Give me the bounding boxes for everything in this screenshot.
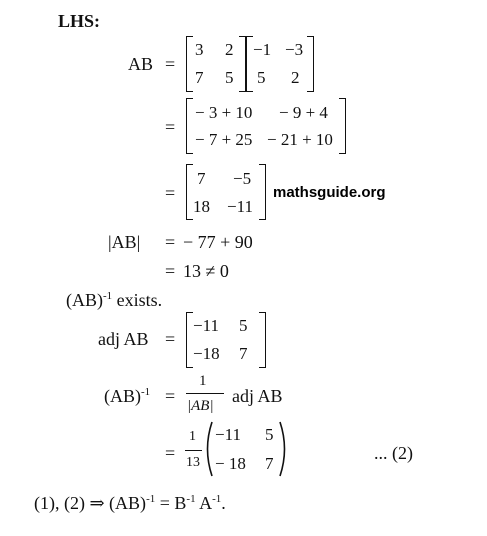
matrix-cell: −3 (285, 40, 304, 59)
matrix-cell: −11 (227, 197, 253, 216)
matrix-cell: 5 (225, 68, 234, 87)
matrix-cell: −18 (193, 344, 220, 363)
conclusion-sup: -1 (186, 493, 196, 505)
matrix-cell: 5 (257, 68, 266, 87)
ab-label: AB (128, 54, 154, 74)
conclusion-line (34, 494, 226, 512)
matrix-cell: 2 (291, 68, 300, 87)
fraction-numerator: 1 (189, 429, 196, 444)
det-label: |AB| (108, 232, 141, 252)
matrix-cell: 7 (265, 454, 274, 473)
matrix-cell: − 3 + 10 (195, 103, 253, 122)
lhs-heading: LHS: (58, 11, 101, 31)
matrix-cell: −11 (215, 425, 241, 444)
equals-sign: = (165, 54, 176, 74)
adj-text: adj AB (232, 386, 283, 406)
paren-matrix (203, 420, 289, 478)
matrix-B (246, 36, 314, 92)
equals-sign: = (165, 183, 176, 203)
conclusion-sup: -1 (212, 493, 222, 505)
matrix-cell: 5 (265, 425, 274, 444)
fraction-bar (186, 393, 224, 394)
inverse-label (104, 387, 150, 405)
matrix-cell: 2 (225, 40, 234, 59)
inverse-base: (AB) (104, 386, 141, 406)
exists-sup: -1 (103, 290, 113, 302)
matrix-cell: − 21 + 10 (267, 130, 333, 149)
det-value: 13 ≠ 0 (183, 261, 229, 281)
exists-tail: exists. (112, 290, 163, 310)
matrix-product-expression (186, 98, 346, 154)
conclusion-sup: -1 (146, 493, 156, 505)
matrix-cell: −11 (193, 316, 219, 335)
watermark-text: mathsguide.org (273, 184, 386, 201)
equals-sign: = (165, 117, 176, 137)
conclusion-part: A (195, 493, 213, 513)
conclusion-part: = B (155, 493, 187, 513)
matrix-cell: − 18 (215, 454, 246, 473)
equation-reference: ... (2) (374, 443, 413, 463)
matrix-cell: 7 (197, 169, 206, 188)
matrix-cell: 18 (193, 197, 210, 216)
matrix-cell: − 9 + 4 (279, 103, 328, 122)
matrix-cell: −1 (253, 40, 272, 59)
matrix-cell: 7 (239, 344, 248, 363)
fraction-denominator: |AB| (187, 398, 214, 414)
det-expression: − 77 + 90 (183, 232, 253, 252)
equals-sign: = (165, 329, 176, 349)
inverse-sup: -1 (141, 386, 151, 398)
exists-base: (AB) (66, 290, 103, 310)
matrix-adjAB (186, 312, 266, 368)
fraction-denominator: 13 (186, 455, 200, 470)
equals-sign: = (165, 443, 176, 463)
matrix-A (186, 36, 246, 92)
fraction-bar (185, 450, 202, 451)
adj-label: adj AB (98, 329, 149, 349)
matrix-cell: 5 (239, 316, 248, 335)
matrix-cell: − 7 + 25 (195, 130, 253, 149)
matrix-cell: −5 (233, 169, 252, 188)
matrix-cell: 3 (195, 40, 204, 59)
equals-sign: = (165, 232, 176, 252)
conclusion-part: . (221, 493, 226, 513)
equals-sign: = (165, 386, 176, 406)
fraction-numerator: 1 (199, 373, 207, 389)
matrix-cell: 7 (195, 68, 204, 87)
conclusion-part: (1), (2) ⇒ (AB) (34, 493, 147, 513)
exists-statement (66, 291, 162, 309)
matrix-AB (186, 164, 266, 220)
equals-sign: = (165, 261, 176, 281)
